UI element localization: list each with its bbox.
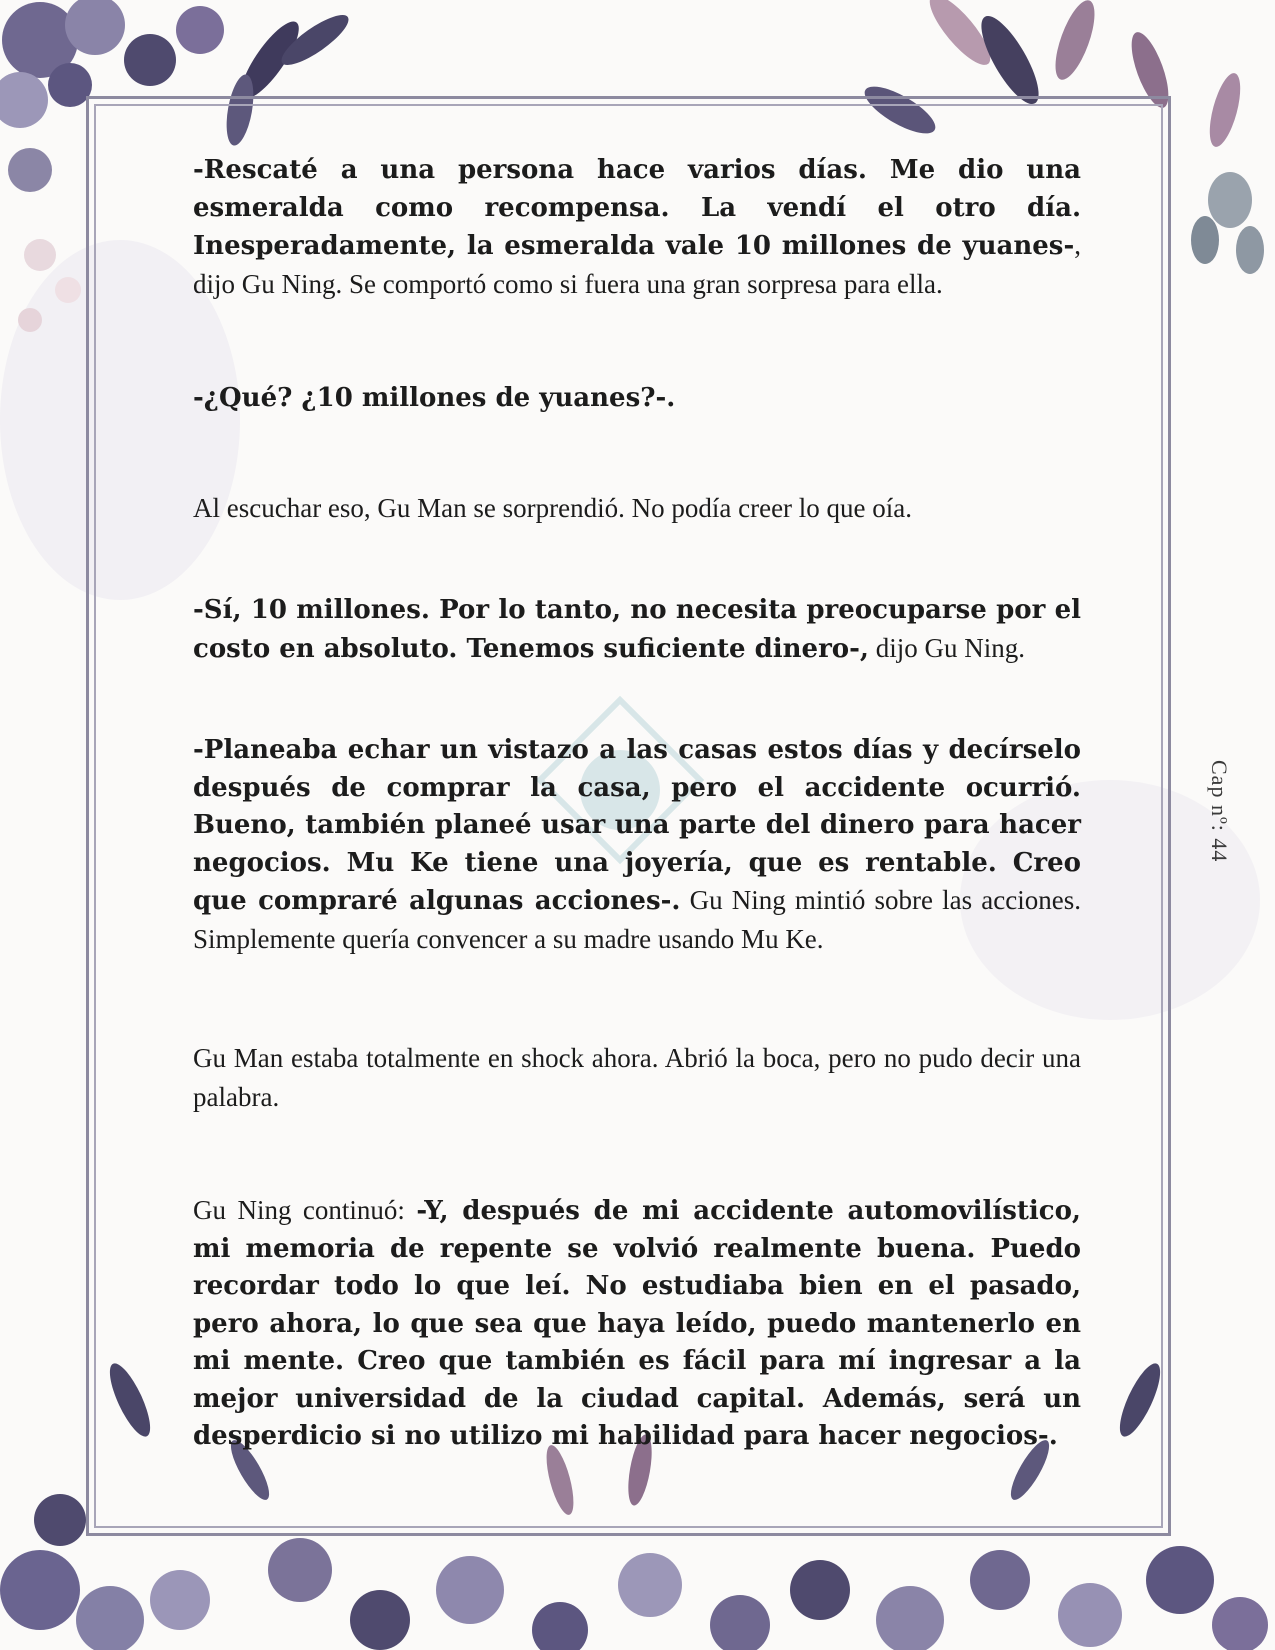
paragraph-4 — [193, 592, 1081, 668]
narration-text: Gu Ning mintió sobre las acciones. Simplemente quería convencer a su madre usando Mu Ke. — [193, 885, 1081, 954]
paragraph-5 — [193, 732, 1081, 959]
dialogue-text: -Y, después de mi accidente automovilístico, mi memoria de repente se volvió realmente buena. Puedo recordar todo lo que leí. No estudiaba bien en el pasado, pero ahora, lo que sea que haya leído, puedo mantenerlo en mi mente. Creo que también es fácil para mí ingresar a la mejor universidad de la ciudad capital. Además, será un desperdicio si no utilizo mi habilidad para hacer negocios-. — [193, 1196, 1081, 1451]
narration-text: , dijo Gu Ning. Se comportó como si fuera una gran sorpresa para ella. — [193, 230, 1081, 299]
paragraph-2 — [193, 380, 675, 418]
chapter-label: Cap nº: 44 — [1207, 760, 1232, 863]
narration-text: Al escuchar eso, Gu Man se sorprendió. No podía creer lo que oía. — [193, 493, 913, 523]
dialogue-text: -Sí, 10 millones. Por lo tanto, no necesita preocuparse por el costo en absoluto. Tenemos suficiente dinero-, — [193, 595, 1081, 664]
dialogue-text: -Rescaté a una persona hace varios días. Me dio una esmeralda como recompensa. La vendí el otro día. Inesperadamente, la esmeralda vale 10 millones de yuanes- — [193, 155, 1081, 261]
paragraph-3 — [193, 490, 912, 529]
paragraph-7 — [193, 1192, 1081, 1456]
narration-text: Gu Man estaba totalmente en shock ahora. Abrió la boca, pero no pudo decir una palabra. — [193, 1043, 1081, 1112]
dialogue-text: -Planeaba echar un vistazo a las casas estos días y decírselo después de comprar la casa, pero el accidente ocurrió. Bueno, también planeé usar una parte del dinero para hacer negocios. Mu Ke tiene una joyería, que es rentable. Creo que compraré algunas acciones-. — [193, 735, 1081, 916]
narration-text: Gu Ning continuó: — [193, 1195, 417, 1225]
paragraph-1 — [193, 152, 1081, 304]
dialogue-text: -¿Qué? ¿10 millones de yuanes?-. — [193, 383, 676, 413]
paragraph-6 — [193, 1040, 1081, 1117]
narration-text: dijo Gu Ning. — [868, 632, 1025, 663]
